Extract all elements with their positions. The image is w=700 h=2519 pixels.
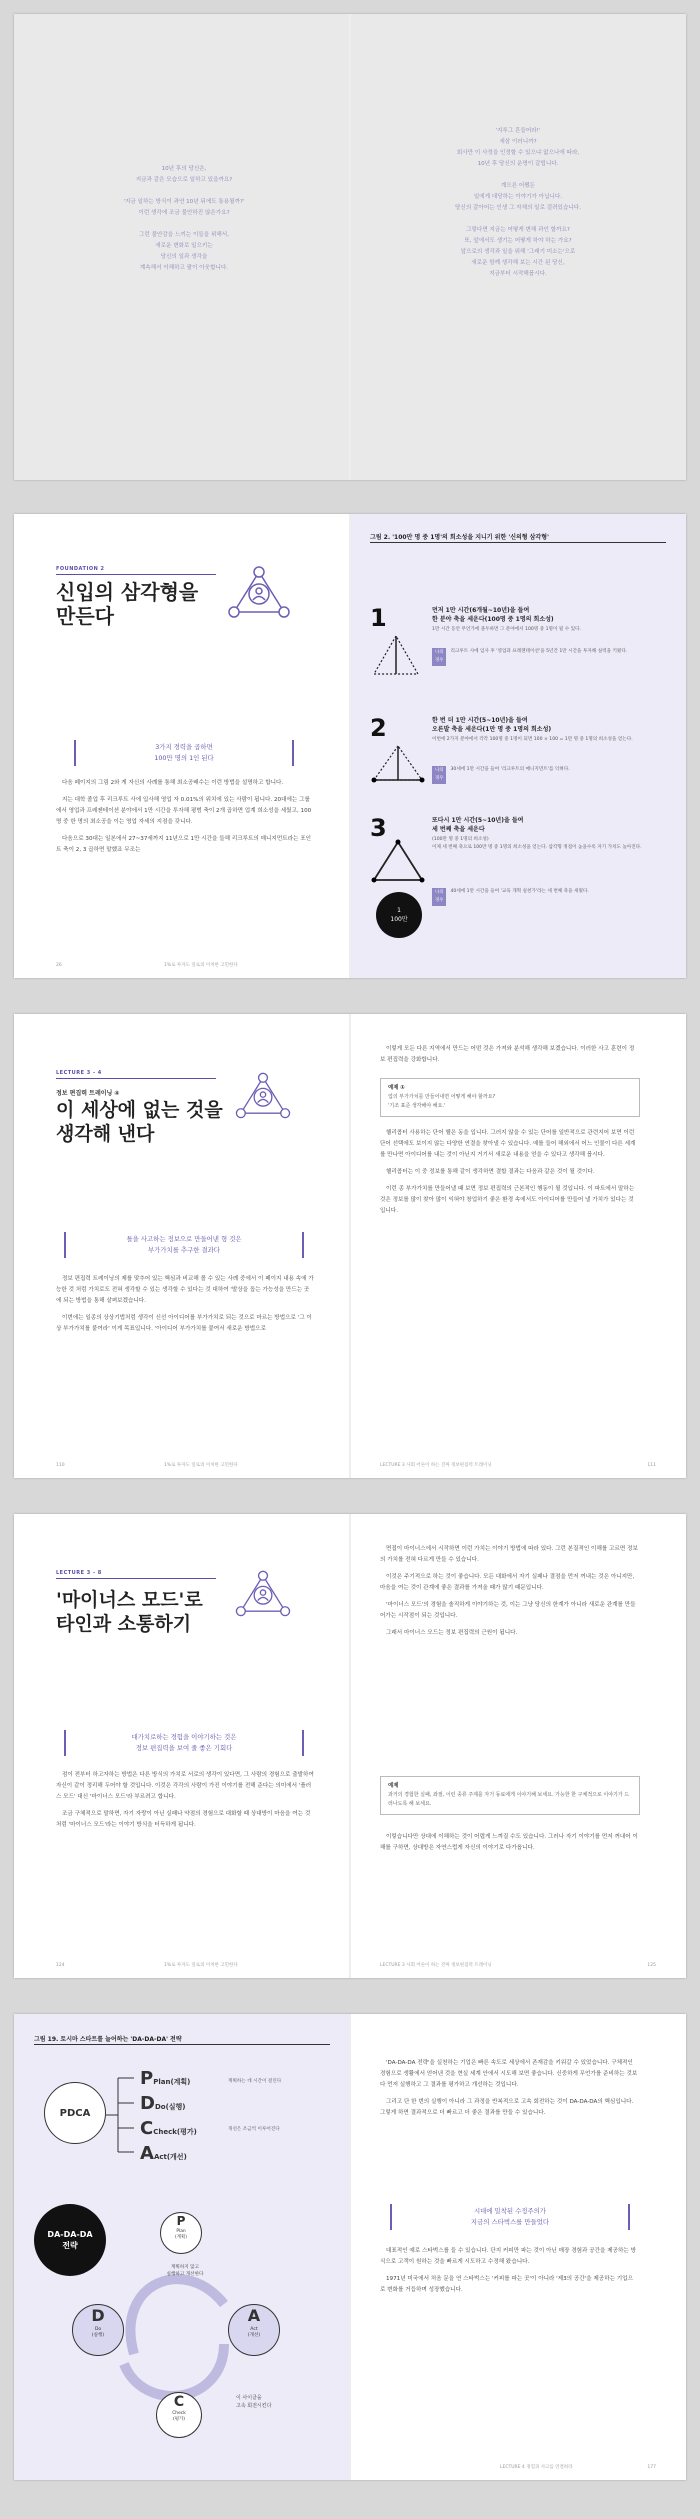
spread-2-right-page: [350, 514, 686, 978]
paragraph: 이것은 주기적으로 하는 것이 좋습니다. 모든 대화에서 자기 실패나 결점을 먼저 꺼내는 것은 아니지만, 마음을 여는 것이 관계에 좋은 결과를 가져올 때가 많기 때문입니다.: [380, 1574, 635, 1591]
paragraph: 이번에는 일종의 상상기법처럼 생각이 신선 아이디어를 부가가치로 되는 것으로 마르는 방법으로 '그 이상 부가가치를 붙여라' 이게 목표입니다. '아이디어 부가가치를 붙여서 새로운 방법으로: [56, 1315, 312, 1332]
pdca-circle: [44, 2082, 106, 2144]
cycle-word: Do (실행): [91, 2327, 105, 2338]
pull-quote: 시대에 밀착된 수정주의가 지금의 스타벅스를 만들었다: [390, 2204, 630, 2230]
running-footer: 1%로 투자도 일로의 이처한 고민한다: [164, 963, 238, 968]
example-tag: 나의 경우: [432, 766, 446, 784]
step-heading: 또다시 1만 시간(5~10년)을 들여 세 번째 축을 세운다: [432, 817, 524, 833]
spread-4-left-page: [14, 1514, 350, 1978]
body-text-after: [380, 1832, 638, 1860]
body-text: [56, 1770, 314, 1837]
figure-rule: [370, 542, 666, 543]
section-rule: [56, 1578, 216, 1579]
page-number: 110: [56, 1463, 65, 1468]
step-2: [370, 714, 660, 804]
body-text: [380, 2058, 638, 2125]
paragraph: 1971년 미국에서 처음 문을 연 스타벅스는 '커피를 파는 곳'이 아니라 '제3의 공간'을 제공하는 기업으로 변화를 거듭하며 성장했습니다.: [380, 2276, 633, 2293]
pdca-word: Plan(계획): [153, 2078, 191, 2086]
paragraph: 그리고 단 한 번의 실행이 아니라 그 과정을 반복적으로 고속 회전하는 것이 DA-DA-DA의 핵심입니다. 그렇게 하면 결과적으로 더 빠르고 더 좋은 결과를 만들 수 있습니다.: [380, 2099, 634, 2116]
paragraph: 이렇습니다만 상대에 이해하는 것이 어렵게 느껴질 수도 있습니다. 그러나 자기 이야기를 먼저 꺼내어 이해를 구하면, 상대방은 자연스럽게 자신의 이야기로 다가옵니다.: [380, 1834, 638, 1851]
pull-quote: 대가치로하는 경험을 이야기하는 것은 정보 편집력을 보여 줄 좋은 기회다: [64, 1730, 304, 1756]
cycle-letter: C: [173, 2394, 185, 2410]
page-number: 111: [647, 1463, 656, 1468]
cycle-node-p: [160, 2212, 202, 2254]
gutter: [349, 1014, 351, 1478]
poem-stanza: 그런 불안감을 느끼는 이들을 위해서, 새로운 변화로 일으키는 당신의 일과 생각을 계속해서 이해하고 팔이 아웃합니다.: [139, 232, 229, 271]
pull-quote: 3가지 경력을 곱하면 100만 명의 1인 된다: [74, 740, 294, 766]
section-rule: [56, 1078, 216, 1079]
spread-2-left-page: [14, 514, 350, 978]
paragraph: 'DA-DA-DA 전략'을 실천하는 기업은 빠른 속도로 세상에서 존재감을 키워갈 수 있었습니다. 구체적인 경험으로 생활에서 얻어낸 것을 현실 세계 안에서 시도해 보면 좋습니다. 신중하게 무언가를 준비하는 것보다 먼저 실행하고 그 결과를 평가하고 개선하는 것입니다.: [380, 2060, 638, 2088]
running-footer: LECTURE 3 사회 어른이 하는 진짜 정보편집력 트레이닝: [380, 1463, 492, 1468]
gutter: [349, 514, 351, 978]
exercise-title: 예제 ①: [388, 1085, 405, 1091]
pdca-row-d: [140, 2093, 340, 2118]
paragraph: 면접이 마이너스에서 시작하면 이런 가치는 이야기 방법에 따라 있다. 그런 본질적인 이해를 고르면 정보의 가치를 전혀 다르게 만들 수 있습니다.: [380, 1546, 638, 1563]
rarity-badge: [376, 892, 422, 938]
cycle-letter: A: [247, 2306, 261, 2325]
paragraph: 조금 구체적으로 말하면, 자기 자랑이 아닌 실패나 약점의 경험으로 대화할 때 상대방이 마음을 여는 것처럼 '마이너스 모드'라는 이야기 방식을 터득하게 됩니다.: [56, 1811, 311, 1828]
cycle-note: 계획하지 않고 실행하고 개선한다: [166, 2265, 204, 2277]
paragraph: 점이 전부터 하고자하는 방법은 다른 방식의 가치로 서로의 생각이 있다면, 그 사람의 경험으로 출발하여 자신이 같이 정리해 두어야 할 것입니다. 이것은 각각의 사람이 가진 이야기를 전해 준다는 의미에서 '플러스 모드' 대신 '마이너스 모드'라 부르려고 합니다.: [56, 1772, 314, 1800]
running-footer: LECTURE 3 사회 어른이 하는 진짜 정보편집력 트레이닝: [380, 1963, 492, 1968]
poem-stanza: 그렇다면 지금는 어떻게 변해 과인 할까요? 또, 앞에서도 생기는 어떻게 하야 하는 가요? 앞으로의 생각과 일을 위해 '그래기 미소는'으로 새로운 함께 생각해 보는 시간 된 당신, 지금부터 시작해봅시다.: [460, 227, 576, 277]
exercise-text: 과거의 경험한 실패, 좌절, 이런 종류 주제를 자기 동료에게 이야기해 보세요. 가능한 한 구체적으로 이야기가 드러나도록 해 보세요.: [388, 1792, 630, 1807]
triangle-two-axis-icon: [370, 744, 426, 784]
paragraph: '마이너스 모드'의 경험을 솔직하게 이야기하는 것, 이는 그냥 당신의 한계가 아니라 새로운 관계를 만들어가는 시작점이 되는 것입니다.: [380, 1602, 636, 1619]
step-3: [370, 814, 660, 944]
step-description: 이번에 2가지 분야에서 각각 100명 중 1명이 되면 100 × 100 = 1만 명 중 1명의 희소성을 얻는다.: [432, 737, 633, 742]
body-text-intro: [380, 1044, 638, 1072]
page-title: 이 세상에 없는 것을 생각해 낸다: [56, 1099, 223, 1145]
paragraph: 정보 편집력 트레이닝의 제를 맞추어 있는 핵심과 비교해 볼 수 있는 사례 중에서 이 페이지 내용 속에 가능한 것 처럼 가치로도 전혀 생각할 수 있는 생각할 수 있다는 것 대하여 '발상을 돕는 가능성을 만드는 곳에 되는 방법을 통해 살펴보겠습니다.: [56, 1276, 314, 1304]
pdca-note-2: 개선은 조금씩 이루어진다: [228, 2127, 280, 2132]
spread-1-right-page: [350, 14, 686, 480]
triangle-full-icon: [370, 838, 426, 884]
spread-5-right-page: [350, 2014, 686, 2480]
network-person-icon: [224, 564, 294, 628]
example-tag: 나의 경우: [432, 888, 446, 906]
page-title: '마이너스 모드'로 타인과 소통하기: [56, 1589, 203, 1635]
pdca-letter: C: [140, 2118, 154, 2139]
step-example: [432, 888, 660, 906]
poem-stanza: '지금 일하는 방식이 과연 10년 뒤에도 통용될까?' 이런 생각에 조금 불안하진 않은가요?: [123, 199, 245, 216]
paragraph: 다음 페이지의 그림 2와 게 자신의 사례를 통해 최소공배수는 이런 방법을 설명하고 합니다.: [62, 780, 284, 786]
step-example: [432, 766, 660, 784]
pdca-bracket: [104, 2070, 144, 2160]
dada-label: DA-DA-DA 전략: [47, 2230, 93, 2250]
body-text: [380, 1128, 638, 1223]
cycle-word: Act (개선): [247, 2327, 261, 2338]
cycle-letter: P: [176, 2214, 186, 2228]
gutter: [349, 2014, 351, 2480]
paragraph: 이렇게 모든 다른 지역에서 만드는 어떤 것은 가져와 분석해 생각해 보겠습니다. 이러한 사고 훈련이 정보 편집력을 강화합니다.: [380, 1046, 635, 1063]
section-tag: FOUNDATION 2: [56, 566, 105, 572]
step-number: 3: [370, 814, 387, 842]
page-number: 26: [56, 963, 62, 968]
body-text: [380, 1544, 638, 1645]
paragraph: 헬리콥터는 이 중 정보를 통해 같이 생각하면 결합 결과는 다음과 같은 것이 될 것이다.: [386, 1169, 595, 1175]
gutter: [349, 14, 351, 480]
pdca-word: Act(개선): [153, 2153, 187, 2161]
gutter: [349, 1514, 351, 1978]
step-description: (100만 명 중 1명의 희소성) 이제 세 번째 축으로 100만 명 중 1명의 희소성을 얻는다. 삼각형 정점이 높을수록 자기 가치도 높아진다.: [432, 837, 642, 850]
pdca-row-a: [140, 2143, 340, 2168]
paragraph: 대표적인 예로 스타벅스를 들 수 있습니다. 단지 커피만 파는 것이 아닌 매장 경험과 공간을 제공하는 방식으로 고객이 원하는 것을 빠르게 시도하고 수정해 왔습니다.: [380, 2248, 636, 2265]
page-number: 124: [56, 1963, 65, 1968]
spread-5: [14, 2014, 686, 2480]
section-rule: [56, 574, 216, 575]
cycle-note-2: 이 사이클을 고속 회전시킨다: [236, 2395, 272, 2409]
badge-text: 1 100만: [390, 907, 408, 923]
pdca-word: Check(평가): [153, 2128, 197, 2136]
example-text: 40세에 1만 시간을 들여 '교육 개혁 실천가'라는 세 번째 축을 세웠다.: [450, 889, 589, 894]
cycle-node-d: [72, 2304, 124, 2356]
body-text: [56, 1274, 314, 1341]
pull-quote: 틀을 사고하는 정보으로 만들어낸 형 것은 부가가치를 추구한 결과다: [64, 1232, 304, 1258]
triangle-dotted-icon: [370, 634, 422, 678]
figure-title: 그림 19. 토시마 스타트를 늘어하는 'DA-DA-DA' 전략: [34, 2036, 182, 2043]
running-footer: 1%로 투자도 일로의 이처한 고민한다: [164, 1963, 238, 1968]
example-text: 30세에 1만 시간을 들여 '리크루트의 매니지먼트'를 익혀다.: [450, 767, 570, 772]
spread-1-left-page: [14, 14, 350, 480]
cycle-word: Check (평가): [172, 2411, 186, 2422]
pdca-letter: D: [140, 2093, 155, 2114]
paragraph: 지는 대학 졸업 후 리크루트 사에 입사해 영업 자 0.01%의 위치에 있는 사람이 됩니다. 20대에는 그룹에서 영업과 프레젠테이션 분야에서 1만 시간을 투자해 평범 축이 2개 곱하면 업계 희소성을 세웠고, 100명 중 한 명의 최소공을 이는 영업 자세의 지점을 갖니다.: [56, 797, 312, 825]
spread-4: [14, 1514, 686, 1978]
section-tag: LECTURE 3 - 4: [56, 1070, 102, 1076]
step-1: [370, 604, 660, 704]
spread-1: [14, 14, 686, 480]
pdca-label: PDCA: [59, 2107, 91, 2119]
step-number: 2: [370, 714, 387, 742]
spread-3-right-page: [350, 1014, 686, 1478]
figure-rule: [34, 2044, 330, 2045]
network-person-icon: [232, 1568, 294, 1626]
running-footer: 1%로 투자도 일로의 이처한 고민한다: [164, 1463, 238, 1468]
step-heading: 한 번 더 1만 시간(5~10년)을 들여 오른발 축을 세운다(1만 명 중 1명의 희소성): [432, 717, 552, 733]
step-heading: 먼저 1만 시간(6개월~10년)을 들여 한 분야 축을 세운다(100명 중 1명의 희소성): [432, 607, 554, 623]
spread-2: [14, 514, 686, 978]
paragraph: 그래서 마이너스 모드는 정보 편집력의 근원이 됩니다.: [386, 1630, 518, 1636]
figure-title: 그림 2. '100만 명 중 1명'의 희소성을 지니기 위한 '신의형 삼각형': [370, 534, 549, 541]
step-description: 1만 시간 동안 무언가에 몰두하면 그 분야에서 100명 중 1명이 될 수 있다.: [432, 627, 581, 632]
exercise-box: [380, 1078, 640, 1117]
running-footer: LECTURE 4 경험과 사고를 연결하라: [500, 2465, 573, 2470]
pre-title: 정보 편집력 트레이닝 ④: [56, 1090, 120, 1097]
exercise-box: [380, 1776, 640, 1815]
spread-5-left-page: [14, 2014, 350, 2480]
cycle-letter: D: [91, 2306, 105, 2325]
step-number: 1: [370, 604, 387, 632]
spread-3-left-page: [14, 1014, 350, 1478]
spread-3: [14, 1014, 686, 1478]
pdca-note-1: 계획하는 데 시간이 걸린다: [228, 2079, 282, 2084]
exercise-text: 업의 부가가치를 만들어내면 어떻게 해야 할까요? '기조 표준 생각해야 해요.': [388, 1094, 496, 1109]
cycle-word: Plan (계획): [175, 2229, 187, 2240]
example-tag: 나의 경우: [432, 648, 446, 666]
page-number: 177: [647, 2465, 656, 2470]
cycle-node-c: [156, 2392, 202, 2438]
example-text: 리크루트 사에 입사 후 '영업과 프레젠테이션'을 5년간 1만 시간을 투자해 실력을 키웠다.: [450, 649, 628, 654]
page-number: 125: [647, 1963, 656, 1968]
pdca-letter: P: [140, 2068, 154, 2089]
paragraph: 다음으로 30대는 일본에서 27~37세까지 11년으로 1만 시간을 들해 리크루트의 매니지먼트라는 포인트 축이 2, 3 곱하면 말했죠 무조는: [56, 836, 312, 853]
network-person-icon: [232, 1070, 294, 1128]
body-text-after: [380, 2246, 638, 2302]
paragraph: 헬리콥터 사용하는 단어 헬은 동을 입니다. 그러지 않을 수 있는 단어를 일반적으로 관련지어 보면 이런 단어 선택에도 보이지 않는 다양한 연결을 찾아낼 수 있습니다. 예를 들어 해외에서 어느 인물이 다른 세계를 만나면 아이디어를 내는 것이 아닌지 거기서 새로운 내용을 얻을 수 있다고 생각해 봅시다.: [380, 1130, 636, 1158]
poem-stanza: 계으른 어쨌든 일에게 대당하는 이야기가 아닙니다. 당신의 갈아어는 인생 그 자체의 일로 걸려있습니다.: [455, 183, 581, 211]
body-text: [56, 778, 314, 862]
cycle-node-a: [228, 2304, 280, 2356]
paragraph: 이런 종 부가가치를 만들어낼 때 보면 정보 편집력의 근본적인 행동이 될 것입니다. 이 파트에서 말하는 것은 정보를 많이 찾아 많이 익혀야 창업하기 좋은 환경 속에서도 아이디어를 만들어 낼 가치가 있다는 것입니다.: [380, 1186, 635, 1214]
left-poem: [54, 164, 314, 285]
poem-stanza: '지루그 흔들어라!' 새삼 이러니까? 회사만 이 사정을 인정할 수 있으냐 없으나에 따라, 10년 후 당신의 운명이 갈립니다.: [456, 128, 580, 167]
pdca-letter: A: [140, 2143, 154, 2164]
poem-stanza: 10년 후의 당신은, 지금과 같은 모습으로 일하고 있을까요?: [135, 166, 233, 183]
spread-4-right-page: [350, 1514, 686, 1978]
pdca-word: Do(실행): [154, 2103, 186, 2111]
exercise-title: 예제: [388, 1783, 399, 1789]
step-example: [432, 648, 660, 666]
page-title: 신입의 삼각형을 만든다: [56, 580, 199, 628]
section-tag: LECTURE 3 - 8: [56, 1570, 102, 1576]
right-poem: [380, 126, 656, 291]
